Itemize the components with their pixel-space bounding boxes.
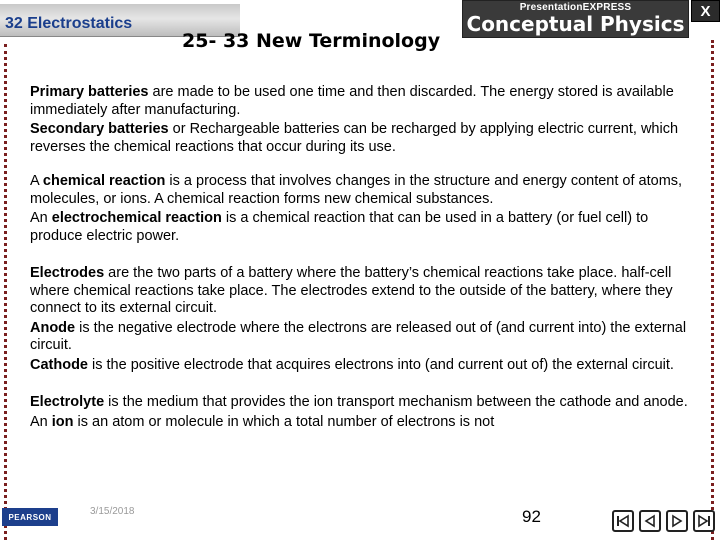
paragraph-chemical-reaction xyxy=(30,173,702,208)
term: chemical reaction xyxy=(42,173,166,189)
right-dotted-border xyxy=(711,40,714,540)
term: Electrodes xyxy=(30,265,105,281)
prefix: A xyxy=(30,173,43,189)
brand-main-text: Conceptual Physics xyxy=(466,12,685,36)
previous-slide-button[interactable] xyxy=(639,510,661,532)
paragraph-electrodes xyxy=(30,265,702,318)
left-dotted-border xyxy=(4,44,7,540)
prefix: An xyxy=(30,210,52,226)
term: Anode xyxy=(30,319,76,336)
brand-logo xyxy=(462,0,689,38)
slide-title: 25- 33 New Terminology xyxy=(182,30,441,52)
paragraph-electrolyte xyxy=(30,394,702,412)
first-icon xyxy=(616,514,630,528)
footer-date: 3/15/2018 xyxy=(90,506,135,517)
last-slide-button[interactable] xyxy=(693,510,715,532)
prefix: An xyxy=(30,413,52,430)
next-icon xyxy=(670,514,684,528)
first-slide-button[interactable] xyxy=(612,510,634,532)
previous-icon xyxy=(643,514,657,528)
definition: is a chemical reaction that can be used in a battery (or fuel cell) to produce electric power. xyxy=(30,210,649,244)
slide-navigation xyxy=(612,510,715,532)
term: Secondary batteries xyxy=(30,121,169,137)
pearson-logo xyxy=(2,508,58,526)
definition: is the negative electrode where the electrons are released out of (and current into) the external circuit. xyxy=(30,319,687,353)
brand-top-text: PresentationEXPRESS xyxy=(519,2,632,13)
definition: is the medium that provides the ion transport mechanism between the cathode and anode. xyxy=(104,394,688,410)
term: Electrolyte xyxy=(30,394,105,410)
paragraph-secondary-batteries xyxy=(30,121,702,156)
paragraph-ion xyxy=(30,414,702,432)
chapter-title: 32 Electrostatics xyxy=(5,15,133,32)
term: Primary batteries xyxy=(30,84,149,100)
paragraph-cathode xyxy=(30,357,702,375)
term: ion xyxy=(51,413,74,430)
page-number: 92 xyxy=(522,507,541,526)
definition: is an atom or molecule in which a total number of electrons is not xyxy=(73,413,495,430)
definition: or Rechargeable batteries can be recharged by applying electric current, which reverses the chemical reactions that occur during its use. xyxy=(30,121,679,155)
pearson-logo-text: PEARSON xyxy=(8,512,52,522)
close-icon: X xyxy=(700,2,711,20)
paragraph-anode xyxy=(30,320,702,355)
definition: is a process that involves changes in the structure and energy content of atoms, molecules, or ions. A chemical reaction forms new chemical substances. xyxy=(30,173,683,207)
paragraph-electrochemical-reaction xyxy=(30,210,702,245)
definition: are made to be used one time and then discarded. The energy stored is available immediately after manufacturing. xyxy=(30,84,674,118)
definition: is the positive electrode that acquires electrons into (and current out of) the external circuit. xyxy=(88,356,674,373)
slide-content xyxy=(30,84,702,433)
paragraph-primary-batteries xyxy=(30,84,702,119)
next-slide-button[interactable] xyxy=(666,510,688,532)
last-icon xyxy=(697,514,711,528)
term: Cathode xyxy=(30,356,88,373)
definition: are the two parts of a battery where the battery’s chemical reactions take place. half-cell where chemical reactions take place. The electrodes extend to the outside of the battery, where they connect to its external circuit. xyxy=(30,265,673,316)
close-button[interactable] xyxy=(691,0,720,22)
term: electrochemical reaction xyxy=(51,210,222,226)
